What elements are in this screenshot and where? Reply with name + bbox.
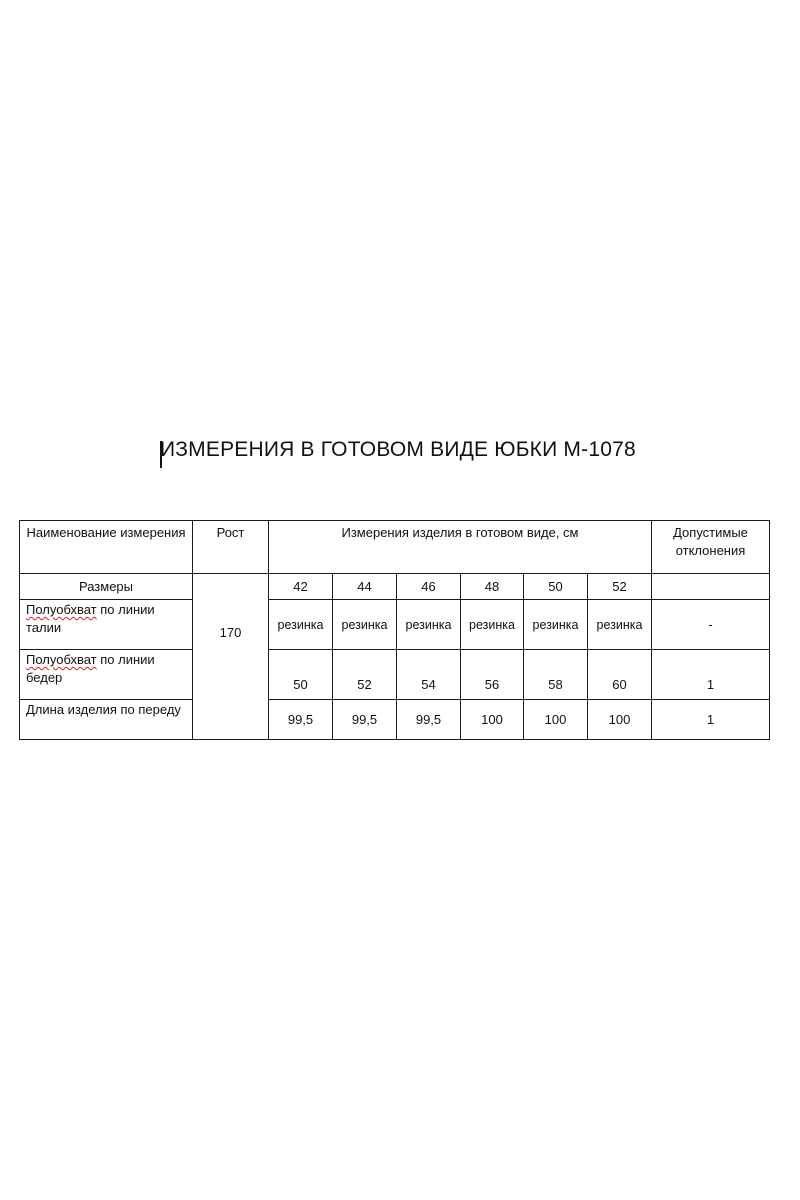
value-cell: резинка (461, 600, 524, 650)
size-cell: 50 (524, 574, 588, 600)
size-cell: 48 (461, 574, 524, 600)
value-cell: 100 (588, 700, 652, 740)
sizes-deviation-cell (652, 574, 770, 600)
row-name-part2: Длина изделия по переду (26, 702, 181, 717)
value-cell: 52 (333, 650, 397, 700)
value-cell: резинка (588, 600, 652, 650)
row-name-part2: по линии бедер (26, 652, 155, 685)
deviation-cell: - (652, 600, 770, 650)
value-cell: 99,5 (397, 700, 461, 740)
value-cell: 100 (461, 700, 524, 740)
value-cell: 56 (461, 650, 524, 700)
row-name-part1: Полуобхват (26, 652, 97, 667)
value-cell: резинка (269, 600, 333, 650)
rost-value-cell: 170 (193, 574, 269, 740)
header-row (20, 521, 770, 574)
size-cell: 42 (269, 574, 333, 600)
value-cell: 100 (524, 700, 588, 740)
size-cell: 44 (333, 574, 397, 600)
row-name-cell (20, 600, 193, 650)
deviation-cell: 1 (652, 650, 770, 700)
row-name-part1: Полуобхват (26, 602, 97, 617)
deviation-cell: 1 (652, 700, 770, 740)
sizes-row (20, 574, 770, 600)
value-cell: 58 (524, 650, 588, 700)
header-rost-cell: Рост (193, 521, 269, 574)
value-cell: 99,5 (269, 700, 333, 740)
value-cell: резинка (397, 600, 461, 650)
size-cell: 52 (588, 574, 652, 600)
table-row (20, 650, 770, 700)
row-name-cell (20, 650, 193, 700)
value-cell: 54 (397, 650, 461, 700)
value-cell: резинка (333, 600, 397, 650)
value-cell: 60 (588, 650, 652, 700)
row-name-part2: по линии талии (26, 602, 155, 635)
table-row (20, 600, 770, 650)
value-cell: резинка (524, 600, 588, 650)
measurements-table (19, 520, 770, 740)
value-cell: 99,5 (333, 700, 397, 740)
sizes-label-cell: Размеры (20, 574, 193, 600)
header-deviation-cell: Допустимые отклонения (652, 521, 770, 574)
size-cell: 46 (397, 574, 461, 600)
header-name-cell: Наименование измерения (20, 521, 193, 574)
document-title: ИЗМЕРЕНИЯ В ГОТОВОМ ВИДЕ ЮБКИ М-1078 (160, 438, 636, 461)
value-cell: 50 (269, 650, 333, 700)
row-name-cell (20, 700, 193, 740)
header-measurements-cell: Измерения изделия в готовом виде, см (269, 521, 652, 574)
table-row (20, 700, 770, 740)
